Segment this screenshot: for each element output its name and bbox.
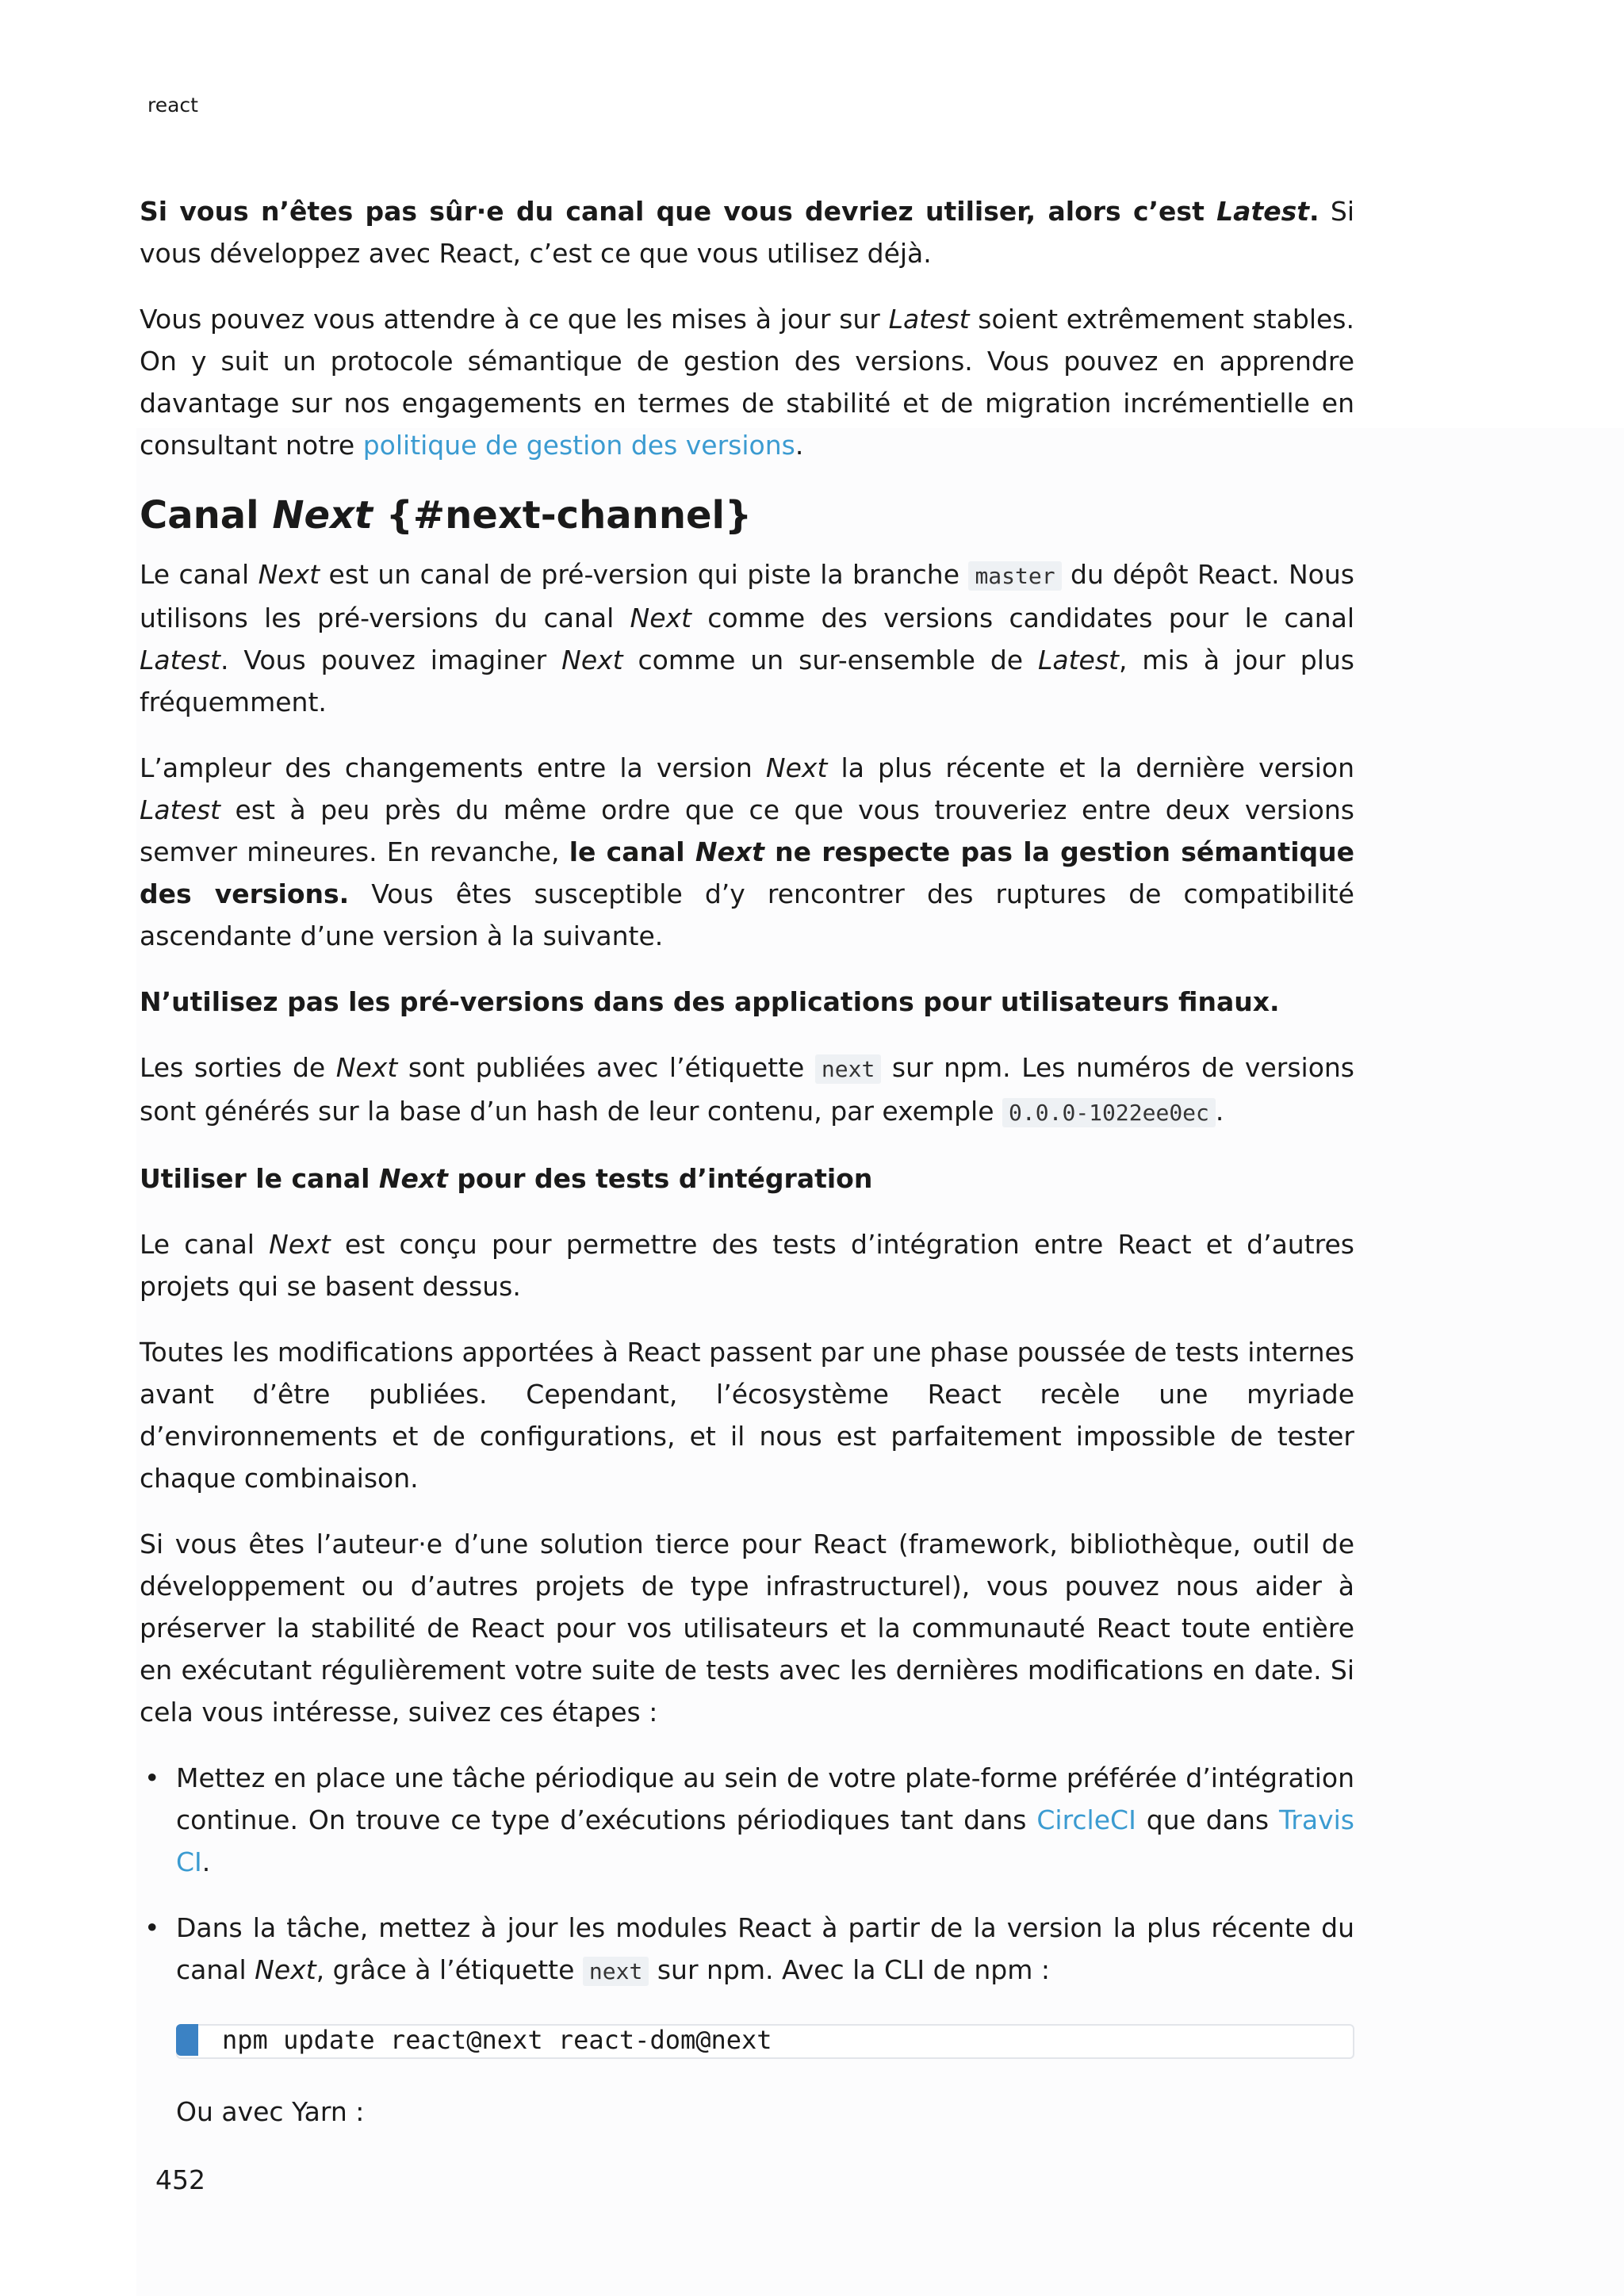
emphasis-next: Next [378,1163,448,1194]
paragraph-text: . [1215,1096,1224,1127]
list-text: sur npm. Avec la CLI de npm : [649,1954,1050,1985]
versioning-policy-link[interactable]: politique de gestion des versions [362,430,795,461]
inline-code-version: 0.0.0-1022ee0ec [1002,1098,1216,1127]
list-item [140,1757,1354,1883]
circleci-link[interactable]: CircleCI [1036,1804,1136,1835]
bullet-icon: • [144,1912,160,1943]
running-header: react [147,94,198,117]
paragraph-text: , mis à jour plus fréquemment. [140,645,1354,718]
list-text: . [201,1846,211,1877]
paragraph-text: est conçu pour permettre des tests d’intégration entre React et d’autres projets qui se basent dessus. [140,1229,1354,1302]
paragraph-text: Vous pouvez vous attendre à ce que les mises à jour sur [140,304,889,335]
paragraph-text: comme un sur-ensemble de [622,645,1039,675]
paragraph-text: Le canal [140,1229,270,1260]
paragraph-text: L’ampleur des changements entre la version [140,752,766,783]
list-text: Mettez en place une tâche périodique au sein de votre plate-forme préférée d’intégration continue. On trouve ce type d’exécutions périodiques tant dans [176,1762,1354,1835]
paragraph-text: Si vous développez avec React, c’est ce que vous utilisez déjà. [140,196,1354,269]
paragraph-text: sont publiées avec l’étiquette [397,1052,815,1083]
paragraph-text: . [795,430,804,461]
paragraph-yarn-intro: Ou avec Yarn : [176,2096,365,2127]
bullet-icon: • [144,1762,160,1793]
paragraph-text: comme des versions candidates pour le canal [691,603,1355,633]
paragraph-text: soient extrêmement stables. On y suit un protocole sémantique de gestion des versions. Vous pouvez en apprendre davantage sur nos engagements en termes de stabilité et de migration incrémentielle en consultant notre [140,304,1354,461]
emphasis-next: Next [630,603,691,633]
travis-ci-link[interactable]: Travis CI [176,1804,1354,1877]
emphasis-latest: Latest [140,794,220,825]
bold-text: le canal [569,836,695,867]
document-body [140,190,1354,2156]
emphasis-latest: Latest [140,645,220,675]
steps-list [140,1757,1354,1992]
paragraph-text: Les sorties de [140,1052,336,1083]
page-number: 452 [155,2164,205,2195]
bold-text: Si vous n’êtes pas sûr·e du canal que vous devriez utiliser, alors c’est [140,196,1217,227]
heading-text: {#next-channel} [372,493,753,538]
bold-text: Utiliser le canal [140,1163,379,1194]
bold-text: ne respecte pas la gestion sémantique des versions. [140,836,1355,909]
inline-code-next: next [815,1054,881,1084]
paragraph-text: . Vous pouvez imaginer [220,645,562,675]
paragraph-internal-tests: Toutes les modifications apportées à React passent par une phase poussée de tests internes avant d’être publiées. Cependant, l’écosystème React recèle une myriade d’environnements et de configurations, et il nous est parfaitement impossible de tester chaque combinaison. [140,1337,1354,1494]
inline-code-next: next [583,1957,649,1986]
paragraph-next-releases [140,1047,1354,1134]
code-block-accent [176,2024,198,2056]
paragraph-text: Vous êtes susceptible d’y rencontrer des ruptures de compatibilité ascendante d’une version à la suivante. [140,878,1354,951]
emphasis-next: Next [561,645,623,675]
paragraph-next-changes [140,747,1354,957]
emphasis-next: Next [765,752,828,783]
paragraph-text: du dépôt React. Nous utilisons les pré-versions du canal [140,559,1354,633]
paragraph-integration-purpose [140,1223,1354,1307]
emphasis-next: Next [258,559,320,590]
bold-punct: . [1309,196,1320,227]
code-command: npm update react@next react-dom@next [222,2025,772,2055]
list-text: Dans la tâche, mettez à jour les modules React à partir de la version la plus récente du canal [176,1912,1354,1985]
emphasis-latest: Latest [1038,645,1119,675]
emphasis-next: Next [255,1954,316,1985]
paragraph-latest-recommendation [140,190,1354,274]
emphasis-latest: Latest [1216,196,1310,227]
list-text: que dans [1136,1804,1279,1835]
paragraph-prerelease-warning: N’utilisez pas les pré-versions dans des applications pour utilisateurs finaux. [140,986,1280,1017]
list-text: , grâce à l’étiquette [316,1954,583,1985]
paragraph-text: sur npm. Les numéros de versions sont générés sur la base d’un hash de leur contenu, par exemple [140,1052,1354,1127]
bold-text: pour des tests d’intégration [447,1163,873,1194]
paragraph-third-party-authors: Si vous êtes l’auteur·e d’une solution tierce pour React (framework, bibliothèque, outil de développement ou d’autres projets de type infrastructurel), vous pouvez nous aider à préserver la stabilité de React pour vos utilisateurs et la communauté React toute entière en exécutant régulièrement votre suite de tests avec les dernières modifications en date. Si cela vous intéresse, suivez ces étapes : [140,1529,1354,1728]
emphasis-next: Next [335,1052,398,1083]
paragraph-text: Le canal [140,559,259,590]
emphasis-next: Next [695,836,764,867]
inline-code-master: master [968,561,1061,591]
heading-emphasis: Next [272,493,373,538]
heading-text: Canal [140,493,273,538]
emphasis-next: Next [269,1229,331,1260]
paragraph-next-description [140,553,1354,723]
paragraph-text: est à peu près du même ordre que ce que vous trouveriez entre deux versions semver mineures. En revanche, [140,794,1354,867]
code-block-npm [176,2024,1354,2059]
subheading-integration-tests [140,1158,1354,1200]
paragraph-text: la plus récente et la dernière version [827,752,1354,783]
paragraph-text: est un canal de pré-version qui piste la branche [320,559,969,590]
section-heading-next-channel [140,490,1354,541]
paragraph-latest-stability [140,298,1354,466]
emphasis-latest: Latest [888,304,970,335]
list-item [140,1907,1354,1992]
